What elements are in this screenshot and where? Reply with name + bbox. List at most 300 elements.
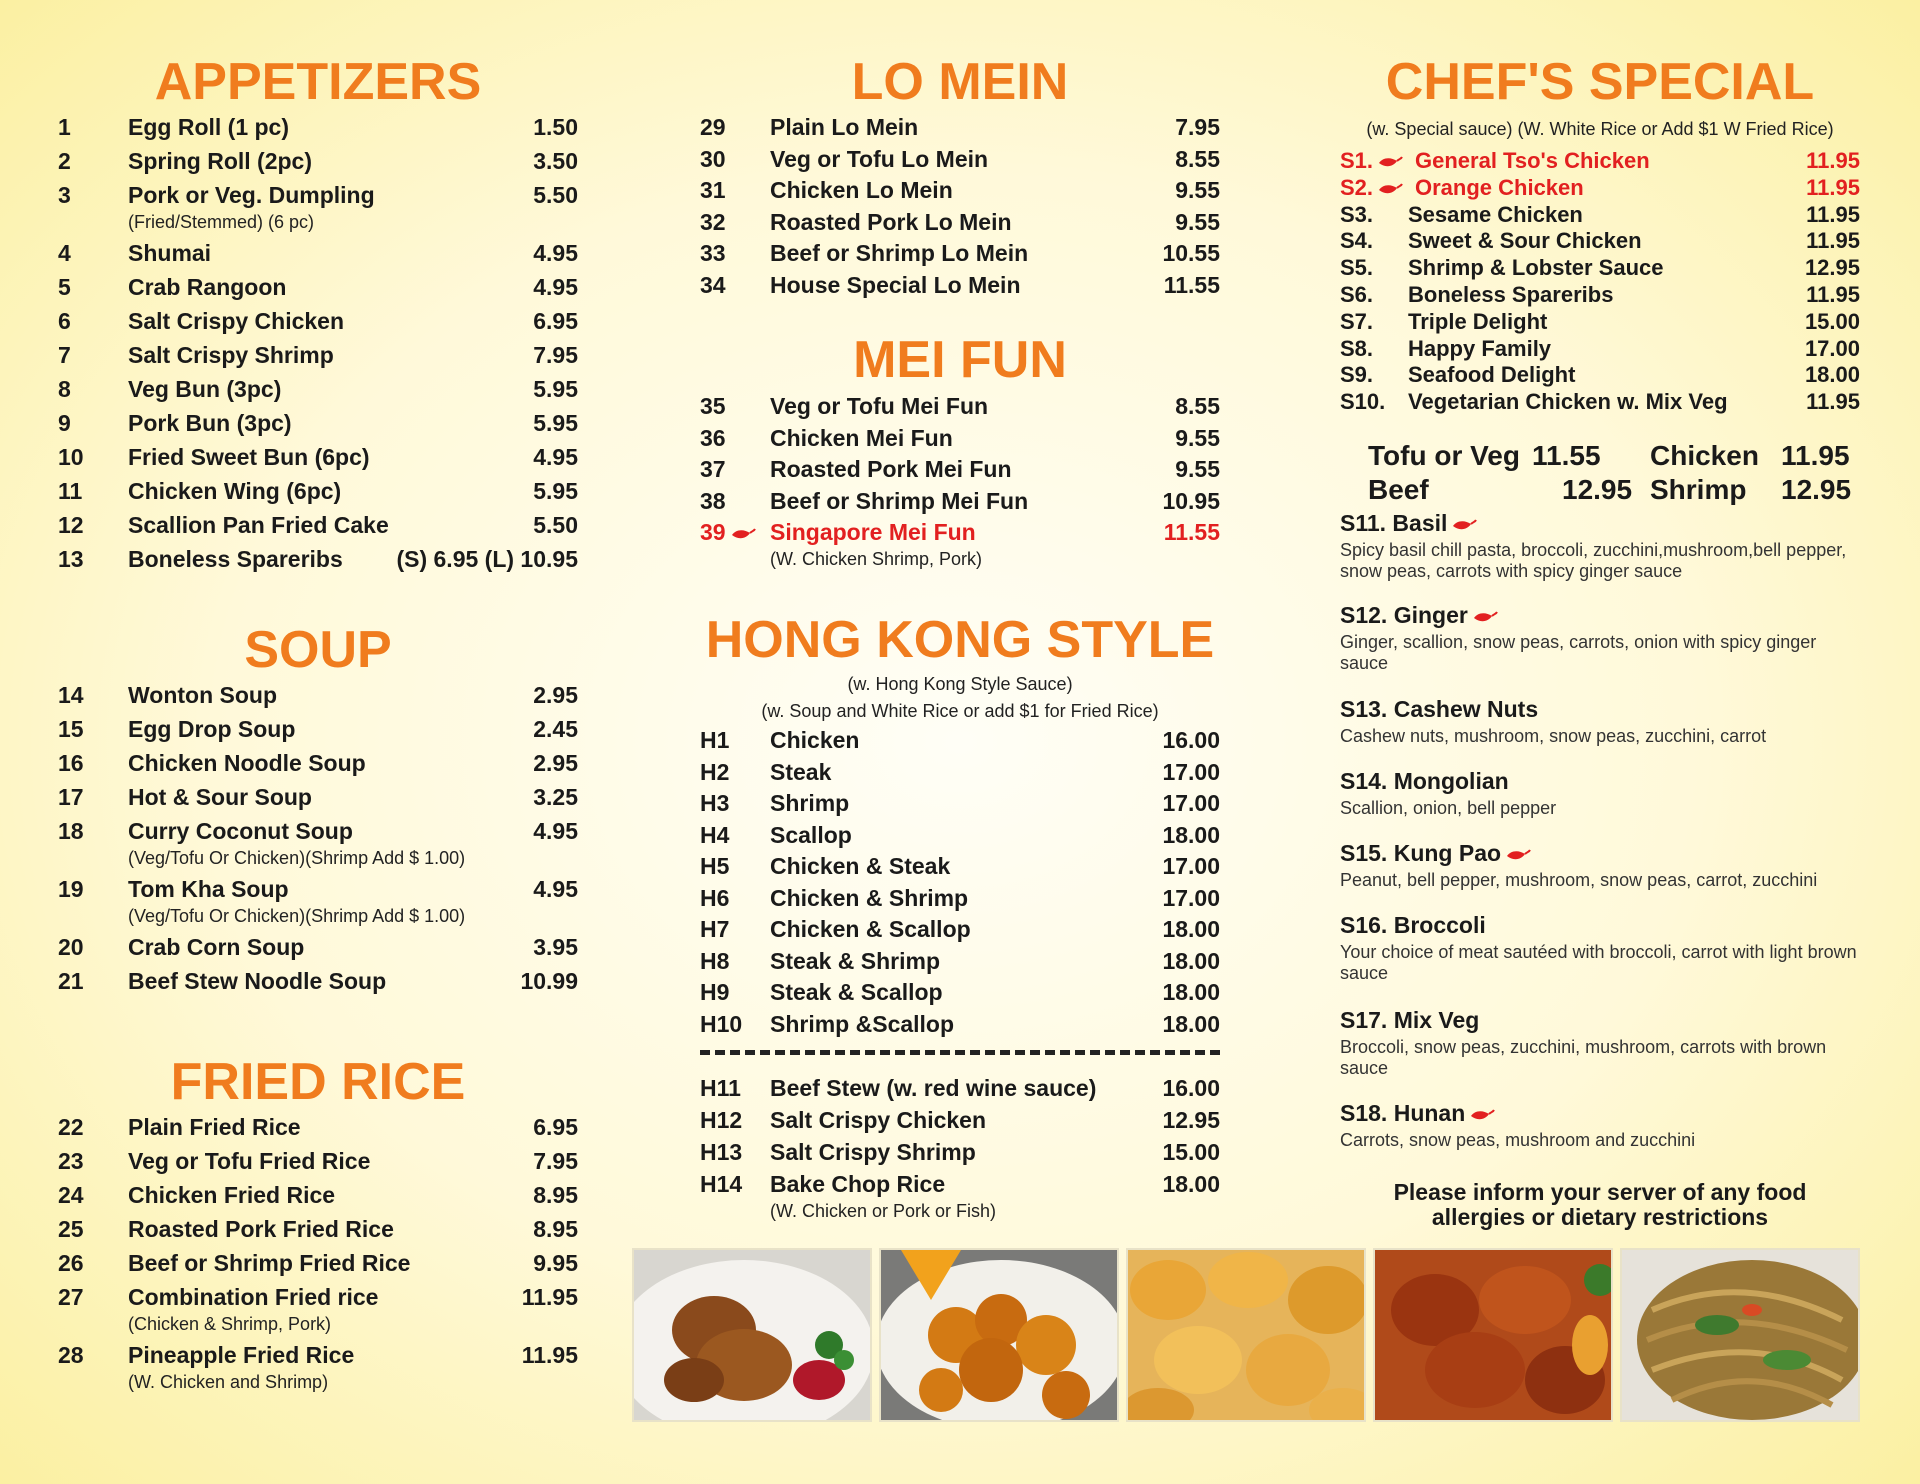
chili-pepper-icon (730, 527, 756, 541)
item-price: 3.95 (533, 934, 578, 960)
sauce-option-title: S14. Mongolian (1340, 768, 1509, 794)
sauce-option-description: Peanut, bell pepper, mushroom, snow peas, carrot, zucchini (1340, 870, 1818, 890)
sauce-option-title: S17. Mix Veg (1340, 1007, 1480, 1033)
item-name: Happy Family (1408, 335, 1552, 361)
item-price: 4.95 (533, 240, 578, 266)
sauce-option-description: Cashew nuts, mushroom, snow peas, zucchini, carrot (1340, 726, 1767, 746)
item-number: S10. (1340, 389, 1386, 415)
item-name: Scallop (770, 821, 852, 848)
chili-pepper-icon (1377, 155, 1403, 169)
item-name: Chicken & Shrimp (770, 884, 969, 911)
item-note: (W. Chicken Shrimp, Pork) (770, 549, 983, 569)
item-number: S3. (1340, 201, 1374, 227)
item-price: 18.00 (1162, 1010, 1220, 1037)
item-price: 15.00 (1804, 308, 1860, 334)
item-name: Scallion Pan Fried Cake (128, 512, 389, 538)
item-number: 27 (58, 1284, 84, 1310)
sauce-option-title: S13. Cashew Nuts (1340, 696, 1539, 722)
menu-item (58, 818, 578, 852)
item-number: 23 (58, 1148, 84, 1174)
item-price: 12.95 (1804, 255, 1860, 281)
item-number: 37 (700, 456, 726, 482)
item-number: 14 (58, 682, 84, 708)
item-number: 36 (700, 424, 726, 451)
item-name: Combination Fried rice (128, 1284, 379, 1310)
item-number: 32 (700, 208, 726, 235)
menu-item (58, 716, 578, 750)
menu-item (58, 1342, 578, 1376)
item-name: Singapore Mei Fun (770, 519, 976, 545)
menu-item (700, 979, 1220, 1013)
item-name: Salt Crispy Shrimp (770, 1139, 976, 1165)
item-name: Chicken & Steak (770, 853, 951, 879)
item-name: Egg Roll (1 pc) (128, 114, 289, 140)
item-note: (Veg/Tofu Or Chicken)(Shrimp Add $ 1.00) (128, 906, 466, 926)
chicken-price: 11.95 (1781, 440, 1850, 471)
menu-item (700, 885, 1220, 919)
item-name: Steak & Scallop (770, 979, 943, 1005)
item-number: 11 (58, 478, 83, 504)
item-name: Beef Stew (w. red wine sauce) (770, 1075, 1097, 1101)
item-price: (S) 6.95 (L) 10.95 (396, 546, 578, 572)
item-number: 13 (58, 546, 84, 572)
item-number: 30 (700, 145, 726, 172)
menu-item (700, 1171, 1220, 1205)
item-name: Sesame Chicken (1408, 201, 1583, 227)
item-name: Tom Kha Soup (128, 876, 289, 902)
orange-chicken-photo (879, 1248, 1119, 1422)
menu-item (700, 488, 1220, 522)
item-number: 18 (58, 818, 84, 844)
item-name: Chicken & Scallop (770, 916, 971, 942)
item-number: S9. (1340, 362, 1374, 388)
item-price: 11.95 (1806, 282, 1860, 307)
item-price: 18.00 (1162, 916, 1220, 942)
hong-kong-sauce-note: (w. Hong Kong Style Sauce) (847, 674, 1073, 694)
menu-item (1340, 281, 1860, 308)
item-name: Veg or Tofu Fried Rice (128, 1148, 371, 1174)
item-price: 17.00 (1162, 790, 1220, 816)
item-price: 15.00 (1162, 1139, 1220, 1165)
item-number: S1. (1340, 147, 1403, 174)
item-name: Shrimp (770, 790, 850, 816)
tofu-price: 11.55 (1532, 440, 1601, 471)
sauce-option-description: Ginger, scallion, snow peas, carrots, onion with spicy ginger sauce (1340, 632, 1817, 673)
item-number: 17 (58, 784, 84, 810)
menu-item (700, 177, 1220, 211)
item-price: 11.95 (1806, 148, 1860, 173)
item-price: 8.95 (533, 1182, 578, 1208)
sauce-option-title: S12. Ginger (1340, 602, 1498, 629)
item-price: 5.50 (533, 182, 578, 208)
menu-item (58, 1284, 578, 1318)
menu-item (58, 342, 578, 376)
item-price: 7.95 (533, 1148, 578, 1174)
item-number: 8 (58, 376, 71, 402)
item-name: Bake Chop Rice (770, 1171, 946, 1197)
menu-item (58, 1250, 578, 1284)
item-number: 12 (58, 512, 84, 538)
menu-item (1340, 335, 1860, 362)
menu-item (700, 1107, 1220, 1141)
sauce-option-title: S18. Hunan (1340, 1100, 1495, 1127)
item-price: 2.95 (533, 750, 578, 776)
menu-item (700, 393, 1220, 427)
menu-item (700, 727, 1220, 761)
item-price: 2.45 (533, 716, 578, 742)
item-price: 11.95 (1806, 389, 1860, 415)
sweet-sour-chicken-photo (1126, 1248, 1366, 1422)
menu-item (58, 240, 578, 274)
soup-heading: SOUP (244, 621, 392, 679)
menu-item (700, 240, 1220, 274)
item-name: Boneless Spareribs (128, 546, 343, 572)
item-number: 15 (58, 716, 84, 742)
menu-item (1340, 174, 1860, 201)
item-number: 35 (700, 393, 726, 419)
item-name: Beef or Shrimp Lo Mein (770, 240, 1029, 266)
menu-item (700, 1011, 1220, 1045)
menu-item (1340, 227, 1860, 254)
item-price: 7.95 (533, 342, 578, 368)
item-number: H3 (700, 790, 730, 816)
menu-item (58, 444, 578, 478)
menu-item (58, 308, 578, 342)
item-price: 17.00 (1162, 853, 1220, 879)
fried-rice-heading: FRIED RICE (170, 1053, 466, 1111)
sauce-option-description: Scallion, onion, bell pepper (1340, 798, 1557, 818)
menu-item (58, 1216, 578, 1250)
item-name: Chicken Fried Rice (128, 1182, 336, 1208)
item-note: (Fried/Stemmed) (6 pc) (128, 212, 315, 232)
item-name: Plain Lo Mein (770, 114, 919, 140)
item-number: 10 (58, 444, 84, 470)
item-name: Vegetarian Chicken w. Mix Veg (1408, 389, 1728, 415)
shrimp-price: 12.95 (1781, 474, 1852, 505)
menu-item (1340, 201, 1860, 228)
item-price: 2.95 (533, 682, 578, 708)
item-price: 8.55 (1175, 145, 1220, 172)
menu-item (58, 546, 578, 580)
item-number: S4. (1340, 228, 1374, 254)
item-name: Shrimp & Lobster Sauce (1408, 255, 1664, 281)
chicken-label: Chicken (1650, 440, 1759, 471)
item-name: Roasted Pork Mei Fun (770, 456, 1012, 482)
menu-item (58, 512, 578, 546)
item-number: 31 (700, 177, 726, 203)
item-price: 8.95 (533, 1216, 578, 1242)
menu-item (58, 274, 578, 308)
item-name: Veg Bun (3pc) (128, 376, 282, 402)
menu-item (58, 182, 578, 216)
chili-pepper-icon (1505, 848, 1531, 862)
menu-item (58, 410, 578, 444)
item-price: 18.00 (1162, 1171, 1220, 1197)
chili-pepper-icon (1469, 1108, 1495, 1122)
shrimp-label: Shrimp (1650, 474, 1747, 505)
item-price: 6.95 (533, 1114, 578, 1140)
item-name: Egg Drop Soup (128, 716, 296, 742)
beef-label: Beef (1368, 474, 1429, 505)
item-price: 18.00 (1804, 362, 1860, 388)
item-number: H8 (700, 947, 730, 974)
item-number: H10 (700, 1010, 743, 1037)
appetizers-heading: APPETIZERS (154, 53, 482, 111)
menu-item (58, 876, 578, 910)
item-name: Chicken Mei Fun (770, 424, 953, 451)
menu-item (58, 784, 578, 818)
sauce-option-description: Spicy basil chill pasta, broccoli, zucchini,mushroom,bell pepper, snow peas, carrots with spicy ginger sauce (1340, 540, 1847, 581)
item-price: 9.55 (1175, 208, 1220, 235)
dashed-divider (700, 1050, 1220, 1055)
item-number: H12 (700, 1107, 743, 1133)
item-name: Pork Bun (3pc) (128, 410, 292, 436)
item-number: S8. (1340, 335, 1374, 361)
item-name: Triple Delight (1408, 308, 1548, 334)
item-number: 29 (700, 114, 726, 140)
sauce-option-title: S11. Basil (1340, 510, 1477, 537)
item-name: Seafood Delight (1408, 362, 1576, 388)
item-price: 11.95 (521, 1342, 578, 1368)
lo-mein-photo (1620, 1248, 1860, 1422)
menu-item (1340, 254, 1860, 281)
allergy-note-line-2: allergies or dietary restrictions (1431, 1204, 1769, 1230)
item-name: House Special Lo Mein (770, 271, 1021, 298)
menu-item (700, 519, 1220, 553)
menu-item (58, 148, 578, 182)
menu-item (700, 1075, 1220, 1109)
allergy-note-line-1: Please inform your server of any food (1393, 1179, 1807, 1205)
menu-item (58, 478, 578, 512)
item-price: 5.95 (533, 410, 578, 436)
hong-kong-rice-note: (w. Soup and White Rice or add $1 for Fried Rice) (761, 701, 1159, 721)
item-number: 34 (700, 271, 726, 298)
item-number: H13 (700, 1139, 743, 1165)
item-name: Curry Coconut Soup (128, 818, 353, 844)
item-number: H9 (700, 979, 730, 1005)
menu-item (700, 146, 1220, 180)
item-number: 25 (58, 1216, 84, 1242)
menu-item (58, 376, 578, 410)
menu-item (700, 456, 1220, 490)
menu-item (700, 1139, 1220, 1173)
item-name: Roasted Pork Fried Rice (128, 1216, 394, 1242)
item-name: Wonton Soup (128, 682, 278, 708)
item-price: 16.00 (1162, 727, 1220, 753)
sauce-option-title: S15. Kung Pao (1340, 840, 1531, 867)
tofu-label: Tofu or Veg (1368, 440, 1520, 471)
item-name: Steak & Shrimp (770, 947, 940, 974)
menu-item (1340, 388, 1860, 415)
mei-fun-heading: MEI FUN (853, 331, 1067, 389)
item-number: 16 (58, 750, 84, 776)
item-name: Sweet & Sour Chicken (1408, 228, 1642, 254)
item-price: 11.95 (1806, 228, 1860, 254)
beef-price: 12.95 (1562, 474, 1633, 505)
item-name: Chicken Lo Mein (770, 177, 953, 203)
item-price: 4.95 (533, 818, 578, 844)
item-name: Beef or Shrimp Fried Rice (128, 1250, 411, 1276)
menu-item (700, 948, 1220, 982)
item-name: Salt Crispy Shrimp (128, 342, 334, 368)
item-price: 4.95 (533, 274, 578, 300)
item-price: 10.55 (1162, 240, 1220, 266)
item-price: 9.55 (1175, 424, 1220, 451)
item-number: 20 (58, 934, 84, 960)
item-price: 9.55 (1175, 177, 1220, 203)
item-number: 7 (58, 342, 71, 368)
item-name: Chicken (770, 727, 860, 753)
item-price: 3.25 (533, 784, 578, 810)
item-number: 3 (58, 182, 71, 208)
item-number: H7 (700, 916, 730, 942)
item-number: 21 (58, 968, 84, 994)
item-number: 2 (58, 148, 71, 174)
item-price: 11.95 (521, 1284, 578, 1310)
menu-item (700, 209, 1220, 243)
item-name: Boneless Spareribs (1408, 282, 1614, 307)
item-name: Shrimp &Scallop (770, 1010, 955, 1037)
menu-item (58, 1182, 578, 1216)
item-number: 24 (58, 1182, 84, 1208)
sauce-option-title: S16. Broccoli (1340, 912, 1486, 938)
item-price: 11.55 (1163, 271, 1220, 298)
menu-item (58, 750, 578, 784)
item-price: 5.50 (533, 512, 578, 538)
item-number: S5. (1340, 255, 1374, 281)
item-price: 11.55 (1163, 519, 1220, 545)
lo-mein-heading: LO MEIN (851, 53, 1069, 111)
item-price: 3.50 (533, 148, 578, 174)
item-number: 4 (58, 240, 71, 266)
item-name: Chicken Wing (6pc) (128, 478, 342, 504)
menu-item (58, 1114, 578, 1148)
item-price: 17.00 (1162, 884, 1220, 911)
item-number: S7. (1340, 308, 1374, 334)
item-number: 19 (58, 876, 84, 902)
menu-item (1340, 147, 1860, 174)
item-number: H14 (700, 1171, 743, 1197)
item-name: Fried Sweet Bun (6pc) (128, 444, 370, 470)
item-name: Veg or Tofu Mei Fun (770, 393, 989, 419)
item-note: (W. Chicken or Pork or Fish) (770, 1201, 997, 1221)
item-number: H11 (700, 1075, 741, 1101)
item-price: 16.00 (1162, 1075, 1220, 1101)
item-number: H6 (700, 884, 730, 911)
menu-item (700, 114, 1220, 148)
item-price: 10.99 (520, 968, 578, 994)
item-name: Crab Corn Soup (128, 934, 305, 960)
item-price: 18.00 (1162, 947, 1220, 974)
item-price: 9.95 (533, 1250, 578, 1276)
item-name: Salt Crispy Chicken (770, 1107, 987, 1133)
item-name: Plain Fried Rice (128, 1114, 301, 1140)
item-note: (Chicken & Shrimp, Pork) (128, 1314, 332, 1334)
chili-pepper-icon (1377, 182, 1403, 196)
hong-kong-heading: HONG KONG STYLE (705, 611, 1215, 669)
item-price: 8.55 (1175, 393, 1220, 419)
item-number: 22 (58, 1114, 84, 1140)
menu-item (58, 114, 578, 148)
item-name: Veg or Tofu Lo Mein (770, 145, 989, 172)
item-name: Beef or Shrimp Mei Fun (770, 487, 1029, 514)
item-number: H2 (700, 758, 730, 785)
item-price: 17.00 (1804, 335, 1860, 361)
chefs-special-note: (w. Special sauce) (W. White Rice or Add $1 W Fried Rice) (1366, 119, 1834, 139)
item-name: Orange Chicken (1415, 174, 1584, 200)
item-number: 26 (58, 1250, 84, 1276)
fried-chicken-photo (632, 1248, 872, 1422)
item-name: General Tso's Chicken (1415, 148, 1650, 173)
item-name: Shumai (128, 240, 212, 266)
item-price: 17.00 (1162, 758, 1220, 785)
sauce-option-description: Your choice of meat sautéed with broccoli, carrot with light brown sauce (1340, 942, 1857, 983)
item-number: 9 (58, 410, 71, 436)
item-price: 11.95 (1806, 174, 1860, 200)
item-number: S6. (1340, 282, 1374, 307)
item-number: 38 (700, 487, 726, 514)
menu-item (700, 916, 1220, 950)
item-number: 5 (58, 274, 71, 300)
item-price: 4.95 (533, 876, 578, 902)
menu-item (700, 790, 1220, 824)
item-number: 6 (58, 308, 71, 334)
menu-item (58, 1148, 578, 1182)
item-price: 11.95 (1806, 201, 1860, 227)
menu-item (58, 968, 578, 1002)
item-price: 18.00 (1162, 979, 1220, 1005)
item-price: 10.95 (1162, 487, 1220, 514)
item-name: Salt Crispy Chicken (128, 308, 345, 334)
sauce-option-description: Carrots, snow peas, mushroom and zucchini (1340, 1130, 1696, 1150)
item-number: 1 (58, 114, 71, 140)
menu-item (58, 934, 578, 968)
item-name: Spring Roll (2pc) (128, 148, 312, 174)
item-number: H1 (700, 727, 730, 753)
item-name: Roasted Pork Lo Mein (770, 208, 1012, 235)
item-name: Pineapple Fried Rice (128, 1342, 355, 1368)
item-number: S2. (1340, 174, 1403, 201)
sauce-option-description: Broccoli, snow peas, zucchini, mushroom, carrots with brown sauce (1340, 1037, 1827, 1078)
item-number: 28 (58, 1342, 84, 1368)
chili-pepper-icon (1472, 610, 1498, 624)
sesame-chicken-photo (1373, 1248, 1613, 1422)
menu-item (1340, 361, 1860, 388)
chili-pepper-icon (1451, 518, 1477, 532)
item-note: (Veg/Tofu Or Chicken)(Shrimp Add $ 1.00) (128, 848, 466, 868)
item-price: 7.95 (1175, 114, 1220, 140)
menu-item (700, 822, 1220, 856)
menu-item (700, 425, 1220, 459)
item-name: Beef Stew Noodle Soup (128, 968, 387, 994)
item-name: Hot & Sour Soup (128, 784, 312, 810)
item-number: H4 (700, 821, 730, 848)
item-price: 1.50 (533, 114, 578, 140)
menu-item (700, 272, 1220, 306)
item-price: 5.95 (533, 376, 578, 402)
item-name: Crab Rangoon (128, 274, 287, 300)
item-number: 33 (700, 240, 726, 266)
item-number: H5 (700, 853, 730, 879)
menu-item (1340, 308, 1860, 335)
item-price: 6.95 (533, 308, 578, 334)
item-name: Pork or Veg. Dumpling (128, 182, 375, 208)
menu-item (700, 853, 1220, 887)
item-price: 12.95 (1162, 1107, 1220, 1133)
item-price: 18.00 (1162, 821, 1220, 848)
item-price: 9.55 (1175, 456, 1220, 482)
menu-item (58, 682, 578, 716)
